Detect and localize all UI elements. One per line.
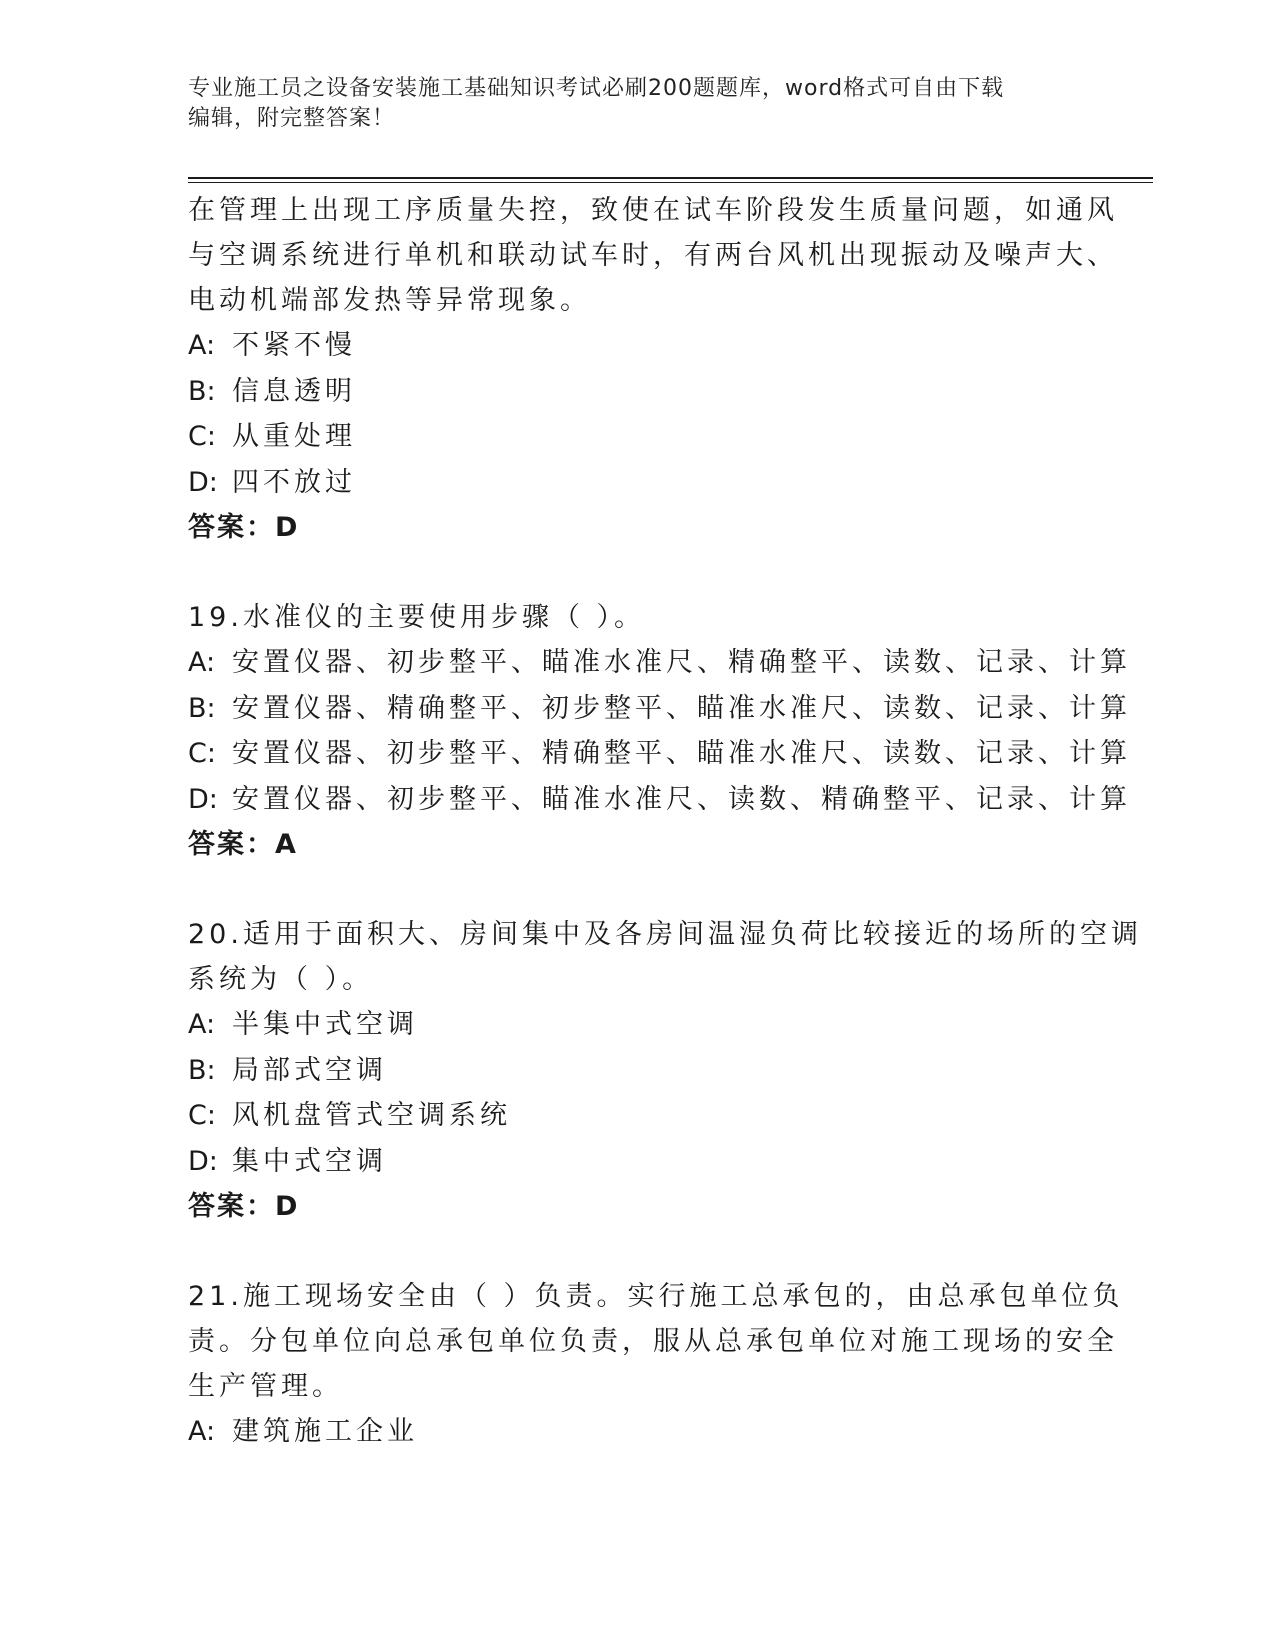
answer-line: 答案：A bbox=[188, 829, 298, 860]
question-21 bbox=[188, 1274, 1124, 1455]
document-header bbox=[188, 74, 1068, 134]
option-letter: B: bbox=[188, 692, 216, 724]
header-divider-thin bbox=[188, 182, 1153, 183]
option-text: 局部式空调 bbox=[232, 1054, 387, 1086]
spacer bbox=[188, 867, 1088, 912]
option-d bbox=[188, 1139, 1088, 1185]
option-d bbox=[188, 777, 1131, 823]
question-stem-line: 19.水准仪的主要使用步骤（ ）。 bbox=[188, 602, 646, 633]
option-text: 安置仪器、初步整平、瞄准水准尺、读数、精确整平、记录、计算 bbox=[232, 783, 1131, 815]
option-d bbox=[188, 460, 1088, 506]
option-text: 集中式空调 bbox=[232, 1145, 387, 1177]
question-stem-line: 责。分包单位向总承包单位负责，服从总承包单位对施工现场的安全 bbox=[188, 1326, 1118, 1357]
question-stem-line: 20.适用于面积大、房间集中及各房间温湿负荷比较接近的场所的空调 bbox=[188, 919, 1142, 950]
option-letter: C: bbox=[188, 421, 216, 452]
option-text: 安置仪器、初步整平、精确整平、瞄准水准尺、读数、记录、计算 bbox=[232, 738, 1131, 769]
question-stem-line: 21.施工现场安全由（ ）负责。实行施工总承包的，由总承包单位负 bbox=[188, 1281, 1124, 1312]
option-c bbox=[188, 414, 1088, 460]
option-letter: A: bbox=[188, 647, 216, 678]
option-text: 不紧不慢 bbox=[232, 330, 356, 361]
option-b bbox=[188, 1048, 1088, 1094]
option-text: 风机盘管式空调系统 bbox=[232, 1100, 511, 1131]
option-text: 半集中式空调 bbox=[232, 1009, 418, 1040]
header-title-line-1: 专业施工员之设备安装施工基础知识考试必刷200题题库，word格式可自由下载 bbox=[188, 76, 1005, 101]
option-letter: A: bbox=[188, 1009, 216, 1040]
question-19 bbox=[188, 595, 1131, 867]
option-text: 安置仪器、初步整平、瞄准水准尺、精确整平、读数、记录、计算 bbox=[232, 647, 1131, 678]
option-letter: A: bbox=[188, 330, 216, 361]
option-text: 信息透明 bbox=[232, 375, 356, 407]
question-stem-line: 电动机端部发热等异常现象。 bbox=[188, 285, 591, 316]
option-letter: D: bbox=[188, 1145, 218, 1177]
question-content bbox=[188, 188, 1142, 1455]
option-letter: A: bbox=[188, 1416, 216, 1447]
option-a bbox=[188, 323, 1088, 369]
answer-line: 答案：D bbox=[188, 512, 300, 543]
option-letter: D: bbox=[188, 466, 218, 498]
option-a bbox=[188, 1002, 1088, 1048]
option-letter: D: bbox=[188, 783, 218, 815]
question-stem-line: 在管理上出现工序质量失控，致使在试车阶段发生质量问题，如通风 bbox=[188, 195, 1118, 226]
option-letter: B: bbox=[188, 375, 216, 407]
option-text: 四不放过 bbox=[232, 466, 356, 498]
option-c bbox=[188, 731, 1131, 777]
spacer bbox=[188, 550, 1088, 595]
option-c bbox=[188, 1093, 1088, 1139]
option-a bbox=[188, 640, 1131, 686]
header-divider-thick bbox=[188, 177, 1153, 179]
question-18 bbox=[188, 188, 1118, 550]
option-letter: B: bbox=[188, 1054, 216, 1086]
option-a bbox=[188, 1409, 1088, 1455]
header-title-line-2: 编辑，附完整答案！ bbox=[188, 106, 396, 131]
option-letter: C: bbox=[188, 1100, 216, 1131]
option-text: 建筑施工企业 bbox=[232, 1416, 418, 1447]
question-20 bbox=[188, 912, 1142, 1229]
option-text: 从重处理 bbox=[232, 421, 356, 452]
answer-line: 答案：D bbox=[188, 1191, 300, 1222]
question-stem-line: 生产管理。 bbox=[188, 1371, 343, 1402]
option-letter: C: bbox=[188, 738, 216, 769]
option-b bbox=[188, 369, 1088, 415]
spacer bbox=[188, 1229, 1088, 1274]
question-stem-line: 系统为（ ）。 bbox=[188, 964, 374, 995]
question-stem-line: 与空调系统进行单机和联动试车时，有两台风机出现振动及噪声大、 bbox=[188, 240, 1118, 271]
option-text: 安置仪器、精确整平、初步整平、瞄准水准尺、读数、记录、计算 bbox=[232, 692, 1131, 724]
option-b bbox=[188, 686, 1131, 732]
